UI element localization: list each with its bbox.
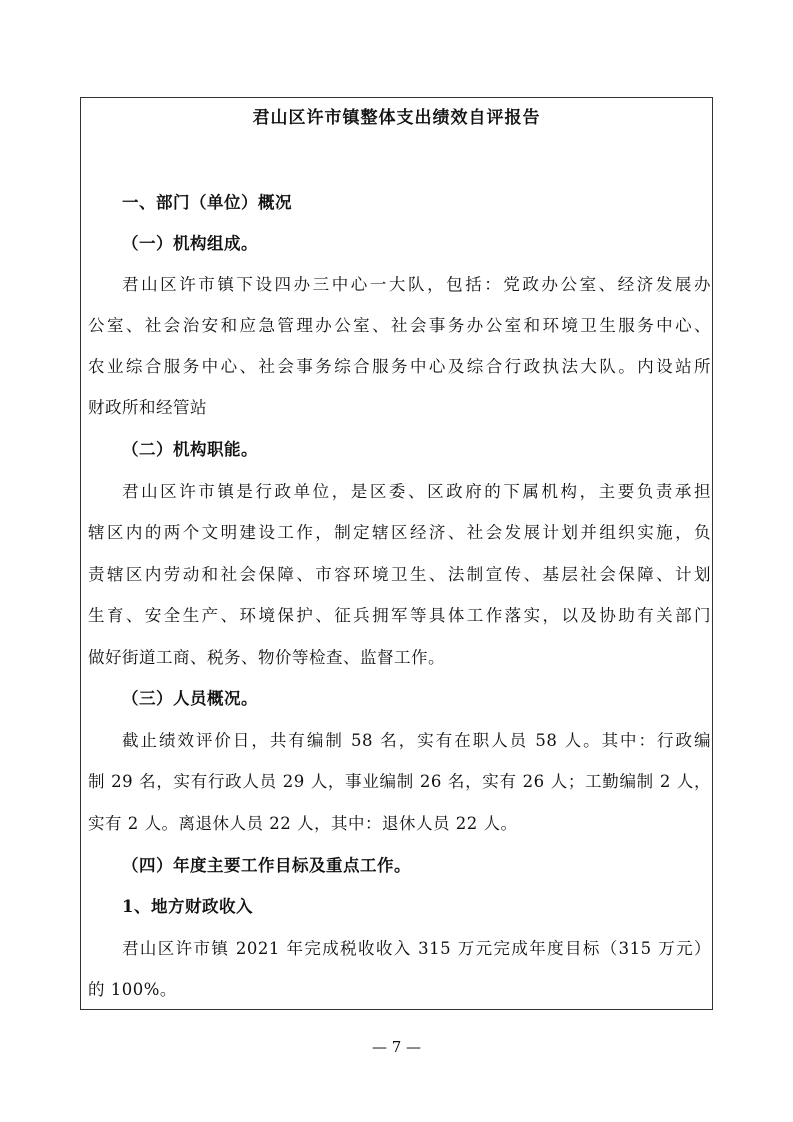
report-title: 君山区许市镇整体支出绩效自评报告 — [252, 108, 541, 128]
paragraph-line: 的 100%。 — [88, 980, 177, 999]
paragraph-line: 辖区内的两个文明建设工作，制定辖区经济、社会发展计划并组织实施，负 — [88, 523, 711, 542]
paragraph-line: 公室、社会治安和应急管理办公室、社会事务办公室和环境卫生服务中心、 — [88, 316, 711, 335]
heading-annual-goals: （四）年度主要工作目标及重点工作。 — [122, 856, 411, 875]
heading-org-composition: （一）机构组成。 — [122, 234, 258, 253]
heading-org-function: （二）机构职能。 — [122, 440, 258, 459]
paragraph-line: 君山区许市镇 2021 年完成税收收入 315 万元完成年度目标（315 万元） — [122, 939, 711, 958]
paragraph-line: 农业综合服务中心、社会事务综合服务中心及综合行政执法大队。内设站所 — [88, 357, 711, 376]
paragraph-line: 君山区许市镇是行政单位，是区委、区政府的下属机构，主要负责承担 — [122, 482, 711, 501]
page-number: — 7 — — [371, 1038, 422, 1056]
paragraph-line: 截止绩效评价日，共有编制 58 名，实有在职人员 58 人。其中：行政编 — [122, 731, 711, 750]
heading-local-revenue: 1、地方财政收入 — [122, 897, 253, 916]
paragraph-line: 实有 2 人。离退休人员 22 人，其中：退休人员 22 人。 — [88, 814, 518, 833]
paragraph-line: 财政所和经管站 — [88, 398, 207, 417]
paragraph-line: 君山区许市镇下设四办三中心一大队，包括：党政办公室、经济发展办 — [122, 275, 711, 294]
paragraph-line: 做好街道工商、税务、物价等检查、监督工作。 — [88, 648, 445, 667]
heading-dept-overview: 一、部门（单位）概况 — [122, 193, 292, 212]
heading-staff-overview: （三）人员概况。 — [122, 689, 258, 708]
paragraph-line: 制 29 名，实有行政人员 29 人，事业编制 26 名，实有 26 人；工勤编制 2 人， — [88, 772, 711, 791]
paragraph-line: 责辖区内劳动和社会保障、市容环境卫生、法制宣传、基层社会保障、计划 — [88, 565, 711, 584]
paragraph-line: 生育、安全生产、环境保护、征兵拥军等具体工作落实，以及协助有关部门 — [88, 606, 711, 625]
